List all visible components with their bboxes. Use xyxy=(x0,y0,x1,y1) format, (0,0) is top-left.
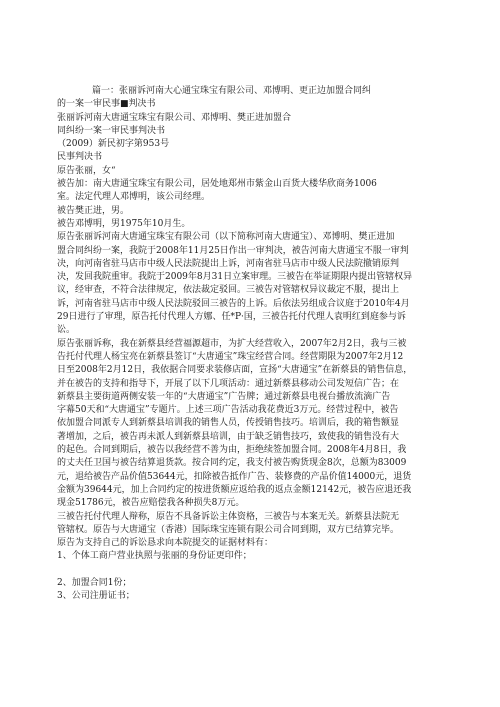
body-line: 日至2008年2月12日，我依据合同要求装修店面，宣扬“大唐通宝”在新蔡县的销售信息， xyxy=(57,365,413,376)
body-line: 三被告托付代理人辩称，原告不具备诉讼主体资格，三被告与本案无关。新蔡县法院无 xyxy=(57,511,400,522)
document-title xyxy=(57,85,448,112)
document-tail xyxy=(57,577,448,604)
body-line: 同纠纷一案一审民事判决书 xyxy=(57,125,166,136)
body-line: 诉，河南省驻马店市中级人民法院驳回三被告的上诉。后依法另组成合议庭于2010年4月 xyxy=(57,298,410,309)
document-body xyxy=(57,112,448,564)
paragraph-gap xyxy=(57,564,448,577)
body-line: 29日进行了审理，原告托付代理人方娜、任*P·国，三被告托付代理人袁明红到庭参与诉 xyxy=(57,312,406,323)
evidence-item: 2、加盟合同1份； xyxy=(57,577,132,588)
body-line: 原告张丽诉称，我在新蔡县经营福源超市，为扩大经营收入，2007年2月2日，我与三被 xyxy=(57,338,407,349)
body-line: 1、个体工商户营业执照与张丽的身份证更印件； xyxy=(57,551,252,562)
body-line: 字幕50天和“大唐通宝”专题片。上述三项广告活动我花费近3万元。经营过程中，被告 xyxy=(57,405,399,416)
body-line: 管辖权。原告与大唐通宝（香港）国际珠宝连锁有限公司合同到期，双方已结算完毕。 xyxy=(57,524,400,535)
title-line-2: 的一案一审民事■判决书 xyxy=(57,99,156,110)
body-line: 原告张丽，女“ xyxy=(57,165,116,176)
body-line: 室。法定代理人邓博明，该公司经理。 xyxy=(57,192,211,203)
body-line: （2009）新民初字第953号 xyxy=(57,139,170,150)
body-line: 金额为39644元，加上合同约定的按进货额应返给我的返点金额12142元，被告应退还我 xyxy=(57,484,412,495)
body-line: 原告为支持自己的诉讼恳求向本院提交的证据材料有： xyxy=(57,538,274,549)
body-line: 依加盟合同派专人到新蔡县培训我的销售人员，传授销售技巧。培训后，我的箱售额显 xyxy=(57,418,400,429)
body-line: 被告加：南大唐通宝珠宝有限公司，居处地郑州市紫金山百货大楼华欣商务1006 xyxy=(57,179,377,190)
body-line: 决，向河南省驻马店市中级人民法院提出上诉，河南省驻马店市中级人民法院撤销原判 xyxy=(57,258,400,269)
body-line: 原告张丽诉河南大唐通宝珠宝有限公司（以下简称河南大唐通宝）、邓博明、樊正进加 xyxy=(57,232,395,243)
body-line: 决，发回我院重审。我院于2009年8月31日立案审理。三被告在举证期限内提出管辖权异 xyxy=(57,272,413,283)
body-line: 被告樊正进，男。 xyxy=(57,205,130,216)
body-line: 的丈夫任卫国与被告结算退货款。按合同约定，我支付被告购货现金8次，总额为83009 xyxy=(57,458,407,469)
body-line: 被告邓博明，男1975年10月生。 xyxy=(57,218,191,229)
body-line: 议，经审查，不符合法律规定，依法裁定驳回。三被告对管辖权异议裁定不服，提出上 xyxy=(57,285,400,296)
body-line: 现金51786元，被告应赔偿我各种损失8万元。 xyxy=(57,498,245,509)
body-line: 张丽诉河南大唐通宝珠宝有限公司、邓博明、樊正进加盟合 xyxy=(57,112,292,123)
body-line: 的起色。合同到期后，被告以我经营不善为由，拒绝续签加盟合同。2008年4月8日，我 xyxy=(57,445,407,456)
body-line: 告托付代理人杨宝亮在新蔡县签订“大唐通宝”珠宝经营合同。经营期限为2007年2月12 xyxy=(57,351,404,362)
body-line: 元，退给被告产品价值53644元，扣除被告抵作广告、装修费的产品价值14000元，退货 xyxy=(57,471,412,482)
body-line: 著增加，之后，被告再未派人到新蔡县培训，由于缺乏销售技巧，致使我的销售没有大 xyxy=(57,431,400,442)
body-line: 新蔡县主要街道两侧安装一年的“大唐通宝”广告牌；通过新蔡县电视台播放流滴广告 xyxy=(57,391,391,402)
body-line: 盟合同纠纷一案，我院于2008年11月25日作出一审判决，被告河南大唐通宝不服一审判 xyxy=(57,245,409,256)
body-line: 并在被告的支持和指导下，开展了以下几项活动：通过新蔡县移动公司发短信广告；在 xyxy=(57,378,400,389)
body-line: 民事判决书 xyxy=(57,152,103,163)
body-line: 讼。 xyxy=(57,325,76,336)
evidence-item: 3、公司注册证书； xyxy=(57,590,135,601)
title-line-1: 篇一：张丽诉河南大心通宝珠宝有限公司、邓博明、更正边加盟合同纠 xyxy=(92,86,372,96)
